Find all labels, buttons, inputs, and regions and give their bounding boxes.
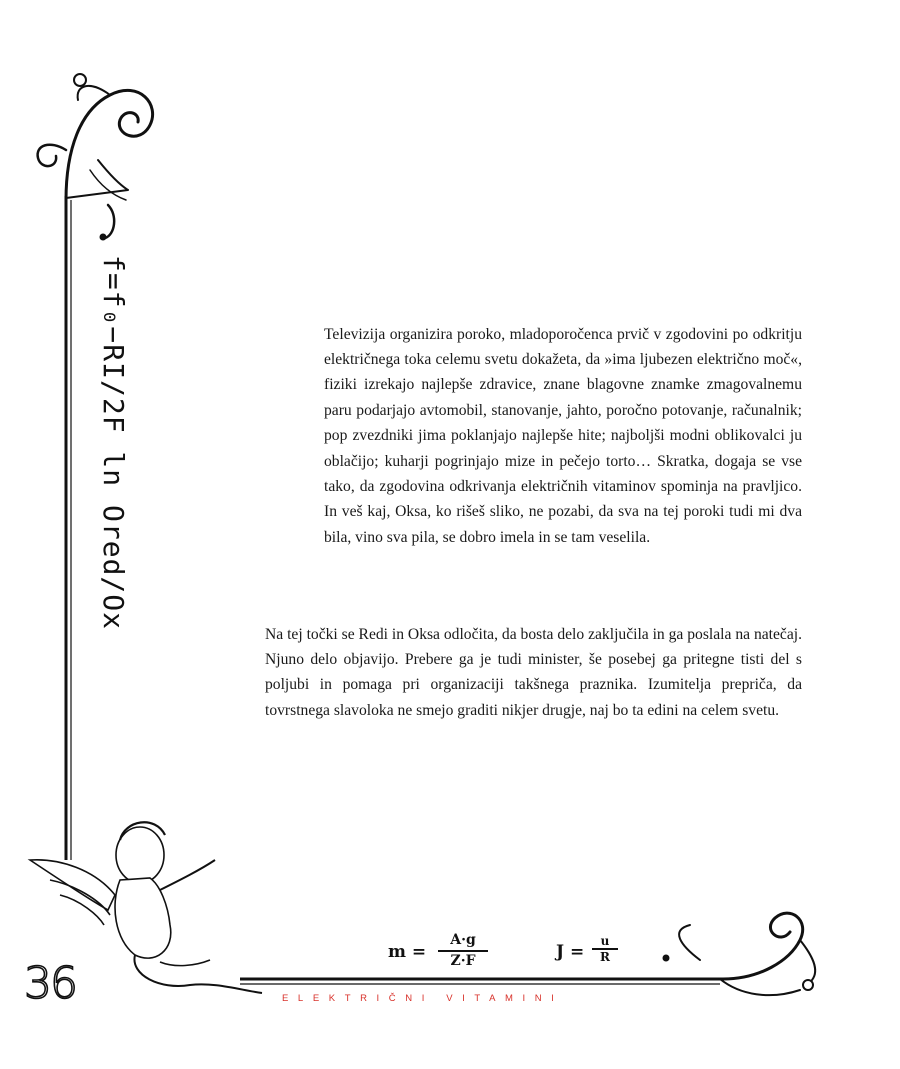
formula-denominator: Z·F	[450, 953, 476, 969]
formula-j-denominator: R	[600, 950, 610, 964]
bottom-border-rule	[240, 979, 720, 984]
formula-j-fraction	[592, 934, 618, 964]
page-number: 36	[24, 958, 76, 1009]
formula-j-numerator: u	[592, 934, 618, 950]
formula-numerator: A·g	[438, 932, 488, 952]
bottom-right-flourish	[663, 913, 815, 995]
top-left-flourish	[38, 74, 153, 240]
bottom-formula	[388, 932, 628, 972]
formula-m-label: m =	[388, 942, 427, 962]
side-formula-text: f=f₀−RI/2F ln Ored/Ox	[97, 255, 130, 631]
paragraph-1: Televizija organizira poroko, mladoporočenca prvič v zgodovini po odkritju električnega toka celemu svetu dokažeta, da »ima ljubezen električno moč«, fiziki izrekajo najlepše zdravice, znane blagovne znamke zmagovalnemu paru podarjajo avtomobil, stanovanje, jahto, poročno potovanje, računalnik; pop zvezdniki jima poklanjajo najlepše hite; najboljši modni oblikovalci ju oblačijo; kuharji pogrinjajo mize in pečejo torto… Skratka, dogaja se vse tako, da zgodovina odkrivanja električnih vitaminov spominja na pravljico. In veš kaj, Oksa, ko rišeš sliko, ne pozabi, da sva na tej poroki tudi mi dva bila, vino sva pila, se dobro imela in se tam veselila.	[324, 325, 802, 546]
side-formula	[48, 255, 130, 631]
paragraph-2: Na tej točki se Redi in Oksa odločita, da bosta delo zaključila in ga poslala na natečaj. Njuno delo objavijo. Prebere ga je tudi minister, še posebej ga pritegne tisti del s poljubi in pomaga pri organizaciji takšnega praznika. Izumitelja prepriča, da tovrstnega slavoloka ne smejo graditi nikjer drugje, naj bo ta edini na celem svetu.	[265, 625, 802, 719]
running-title: ELEKTRIČNI VITAMINI	[282, 993, 564, 1004]
formula-fraction	[438, 932, 488, 969]
formula-j-label: J =	[556, 942, 585, 962]
